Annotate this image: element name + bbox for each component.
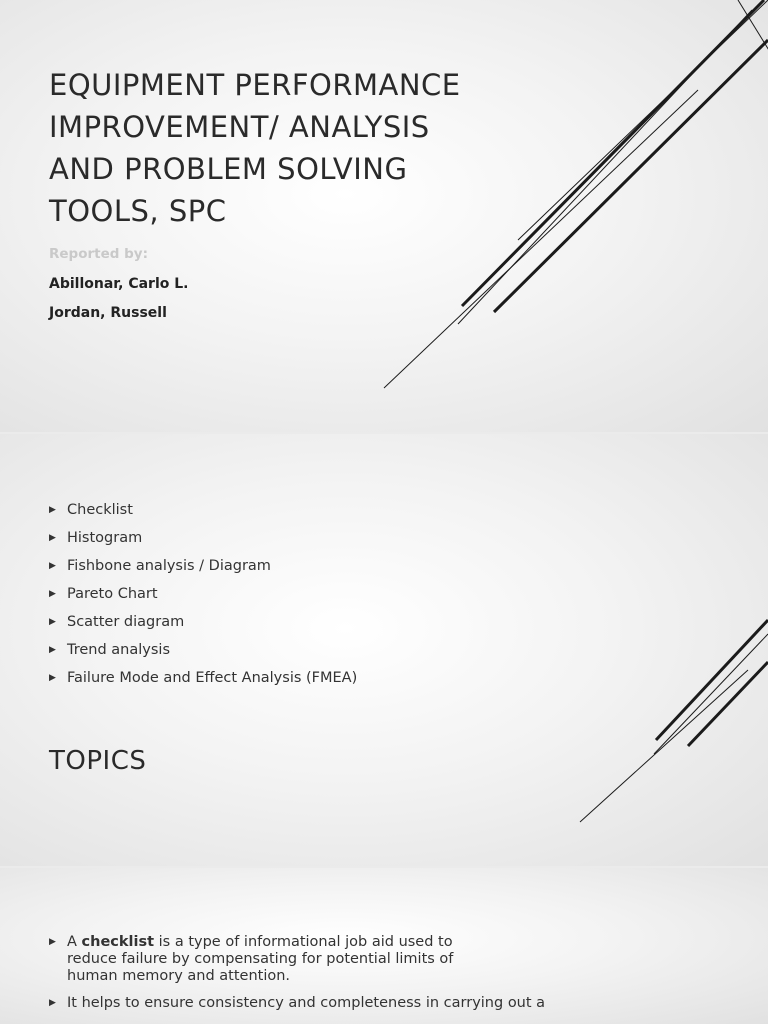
author-name: Jordan, Russell <box>49 305 167 321</box>
checklist-term: checklist <box>81 934 155 950</box>
list-item <box>49 552 357 580</box>
topics-list <box>49 496 357 692</box>
list-item-label: Checklist <box>67 502 133 518</box>
triangle-right-icon: ▶ <box>49 533 56 543</box>
deco-line <box>518 0 768 240</box>
topics-heading: TOPICS <box>49 746 147 776</box>
reported-by-label: Reported by: <box>49 246 148 262</box>
triangle-right-icon: ▶ <box>49 561 56 571</box>
list-item <box>49 995 609 1012</box>
list-item <box>49 580 357 608</box>
list-item <box>49 934 487 985</box>
deco-line <box>494 40 768 312</box>
triangle-right-icon: ▶ <box>49 937 56 947</box>
list-item-label: Trend analysis <box>67 642 171 658</box>
triangle-right-icon: ▶ <box>49 998 56 1008</box>
deco-line <box>738 0 768 240</box>
checklist-slide <box>0 868 768 1024</box>
title-line: TOOLS, SPC <box>49 194 227 228</box>
deco-line <box>654 634 768 754</box>
triangle-right-icon: ▶ <box>49 617 56 627</box>
deco-line <box>580 670 748 822</box>
triangle-right-icon: ▶ <box>49 505 56 515</box>
triangle-right-icon: ▶ <box>49 645 56 655</box>
checklist-description <box>49 934 609 1022</box>
deco-line <box>688 662 768 746</box>
title-slide <box>0 0 768 432</box>
list-item-label: Failure Mode and Effect Analysis (FMEA) <box>67 670 358 686</box>
list-item <box>49 664 357 692</box>
list-item-label: Scatter diagram <box>67 614 185 630</box>
list-item-label: Pareto Chart <box>67 586 158 602</box>
list-item-label: Fishbone analysis / Diagram <box>67 558 271 574</box>
title-line: EQUIPMENT PERFORMANCE <box>49 68 461 102</box>
author-name: Abillonar, Carlo L. <box>49 276 189 292</box>
topics-slide <box>0 434 768 866</box>
list-item-label: Histogram <box>67 530 143 546</box>
list-item <box>49 608 357 636</box>
list-item <box>49 524 357 552</box>
paragraph-prefix: A <box>67 934 82 950</box>
paragraph-text: is a type of informational job aid used to reduce failure by compensating for potential limits of human memory and attention. <box>67 934 454 984</box>
triangle-right-icon: ▶ <box>49 589 56 599</box>
page-title <box>49 64 519 232</box>
list-item <box>49 636 357 664</box>
paragraph-text: It helps to ensure consistency and completeness in carrying out a <box>67 995 546 1011</box>
title-line: IMPROVEMENT/ ANALYSIS <box>49 110 430 144</box>
triangle-right-icon: ▶ <box>49 673 56 683</box>
decorative-lines <box>568 434 768 866</box>
list-item <box>49 496 357 524</box>
title-line: AND PROBLEM SOLVING <box>49 152 408 186</box>
